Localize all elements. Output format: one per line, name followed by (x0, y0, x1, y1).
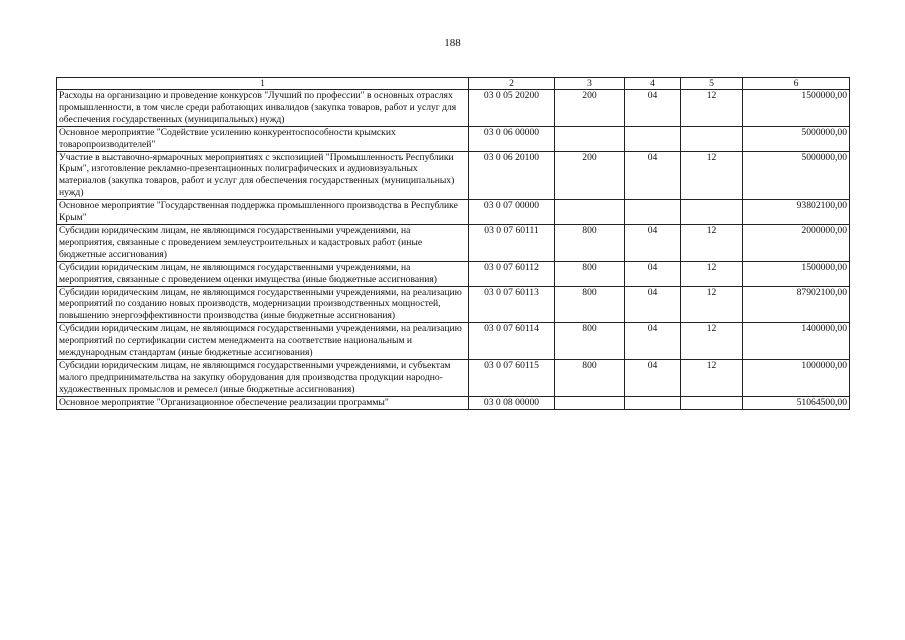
row-subsection: 12 (681, 323, 743, 360)
table-row (57, 323, 850, 360)
row-section: 04 (625, 359, 681, 396)
row-section: 04 (625, 224, 681, 261)
row-subsection: 12 (681, 286, 743, 323)
table-row (57, 90, 850, 127)
row-subsection (681, 396, 743, 409)
row-code: 03 0 07 60112 (469, 261, 555, 286)
row-amount: 1400000,00 (743, 323, 850, 360)
row-code: 03 0 07 60114 (469, 323, 555, 360)
table-row (57, 359, 850, 396)
row-amount: 87902100,00 (743, 286, 850, 323)
row-description: Основное мероприятие "Содействие усилению конкурентоспособности крымских товаропроизводителей" (57, 126, 469, 151)
row-expense-type: 800 (555, 323, 625, 360)
column-header-5: 5 (681, 78, 743, 90)
row-expense-type (555, 396, 625, 409)
row-section: 04 (625, 151, 681, 200)
row-amount: 51064500,00 (743, 396, 850, 409)
row-expense-type: 800 (555, 286, 625, 323)
table-header-row (57, 78, 850, 90)
row-code: 03 0 06 00000 (469, 126, 555, 151)
row-description: Субсидии юридическим лицам, не являющимся государственными учреждениями, на мероприятия, связанные с проведением землеустроительных и кадастровых работ (иные бюджетные ассигнования) (57, 224, 469, 261)
row-amount: 2000000,00 (743, 224, 850, 261)
row-section (625, 200, 681, 225)
row-amount: 1500000,00 (743, 261, 850, 286)
row-code: 03 0 05 20200 (469, 90, 555, 127)
row-amount: 93802100,00 (743, 200, 850, 225)
row-expense-type (555, 126, 625, 151)
row-code: 03 0 08 00000 (469, 396, 555, 409)
row-subsection: 12 (681, 151, 743, 200)
row-subsection (681, 126, 743, 151)
row-code: 03 0 07 60115 (469, 359, 555, 396)
row-amount: 5000000,00 (743, 126, 850, 151)
table-row (57, 286, 850, 323)
row-expense-type (555, 200, 625, 225)
row-subsection: 12 (681, 90, 743, 127)
row-subsection (681, 200, 743, 225)
row-expense-type: 200 (555, 90, 625, 127)
column-header-6: 6 (743, 78, 850, 90)
row-subsection: 12 (681, 359, 743, 396)
row-section: 04 (625, 90, 681, 127)
row-section: 04 (625, 261, 681, 286)
table-row (57, 200, 850, 225)
row-expense-type: 200 (555, 151, 625, 200)
row-description: Расходы на организацию и проведение конкурсов "Лучший по профессии" в основных отраслях промышленности, в том числе среди работающих инвалидов (закупка товаров, работ и услуг для обеспечения государственных (муниципальных) нужд) (57, 90, 469, 127)
row-amount: 1500000,00 (743, 90, 850, 127)
row-section (625, 396, 681, 409)
table-row (57, 151, 850, 200)
column-header-2: 2 (469, 78, 555, 90)
row-section: 04 (625, 323, 681, 360)
row-description: Субсидии юридическим лицам, не являющимся государственными учреждениями, и субъектам малого предпринимательства на закупку оборудования для производства продукции народно-художественных промыслов и ремесел (иные бюджетные ассигнования) (57, 359, 469, 396)
row-subsection: 12 (681, 224, 743, 261)
row-description: Субсидии юридическим лицам, не являющимся государственными учреждениями, на мероприятия, связанные с проведением оценки имущества (иные бюджетные ассигнования) (57, 261, 469, 286)
row-expense-type: 800 (555, 224, 625, 261)
table-row (57, 396, 850, 409)
table-row (57, 261, 850, 286)
row-section: 04 (625, 286, 681, 323)
table-row (57, 224, 850, 261)
row-description: Субсидии юридическим лицам, не являющимся государственными учреждениями, на реализацию мероприятий по созданию новых производств, модернизации производственных мощностей, повышению энергоэффективности производства (иные бюджетные ассигнования) (57, 286, 469, 323)
budget-table (56, 77, 850, 410)
row-code: 03 0 07 00000 (469, 200, 555, 225)
row-expense-type: 800 (555, 359, 625, 396)
row-amount: 5000000,00 (743, 151, 850, 200)
row-description: Основное мероприятие "Государственная поддержка промышленного производства в Республике Крым" (57, 200, 469, 225)
column-header-4: 4 (625, 78, 681, 90)
row-description: Субсидии юридическим лицам, не являющимся государственными учреждениями, на реализацию мероприятий по сертификации систем менеджмента на соответствие национальным и международным стандартам (иные бюджетные ассигнования) (57, 323, 469, 360)
column-header-1: 1 (57, 78, 469, 90)
row-subsection: 12 (681, 261, 743, 286)
row-section (625, 126, 681, 151)
row-expense-type: 800 (555, 261, 625, 286)
row-amount: 1000000,00 (743, 359, 850, 396)
page-number: 188 (444, 37, 461, 49)
row-code: 03 0 07 60111 (469, 224, 555, 261)
row-description: Участие в выставочно-ярмарочных мероприятиях с экспозицией "Промышленность Республики Крым", изготовление рекламно-презентационных полиграфических и аудиовизуальных материалов (закупка товаров, работ и услуг для обеспечения государственных (муниципальных) нужд) (57, 151, 469, 200)
table-row (57, 126, 850, 151)
row-code: 03 0 06 20100 (469, 151, 555, 200)
row-code: 03 0 07 60113 (469, 286, 555, 323)
row-description: Основное мероприятие "Организационное обеспечение реализации программы" (57, 396, 469, 409)
column-header-3: 3 (555, 78, 625, 90)
